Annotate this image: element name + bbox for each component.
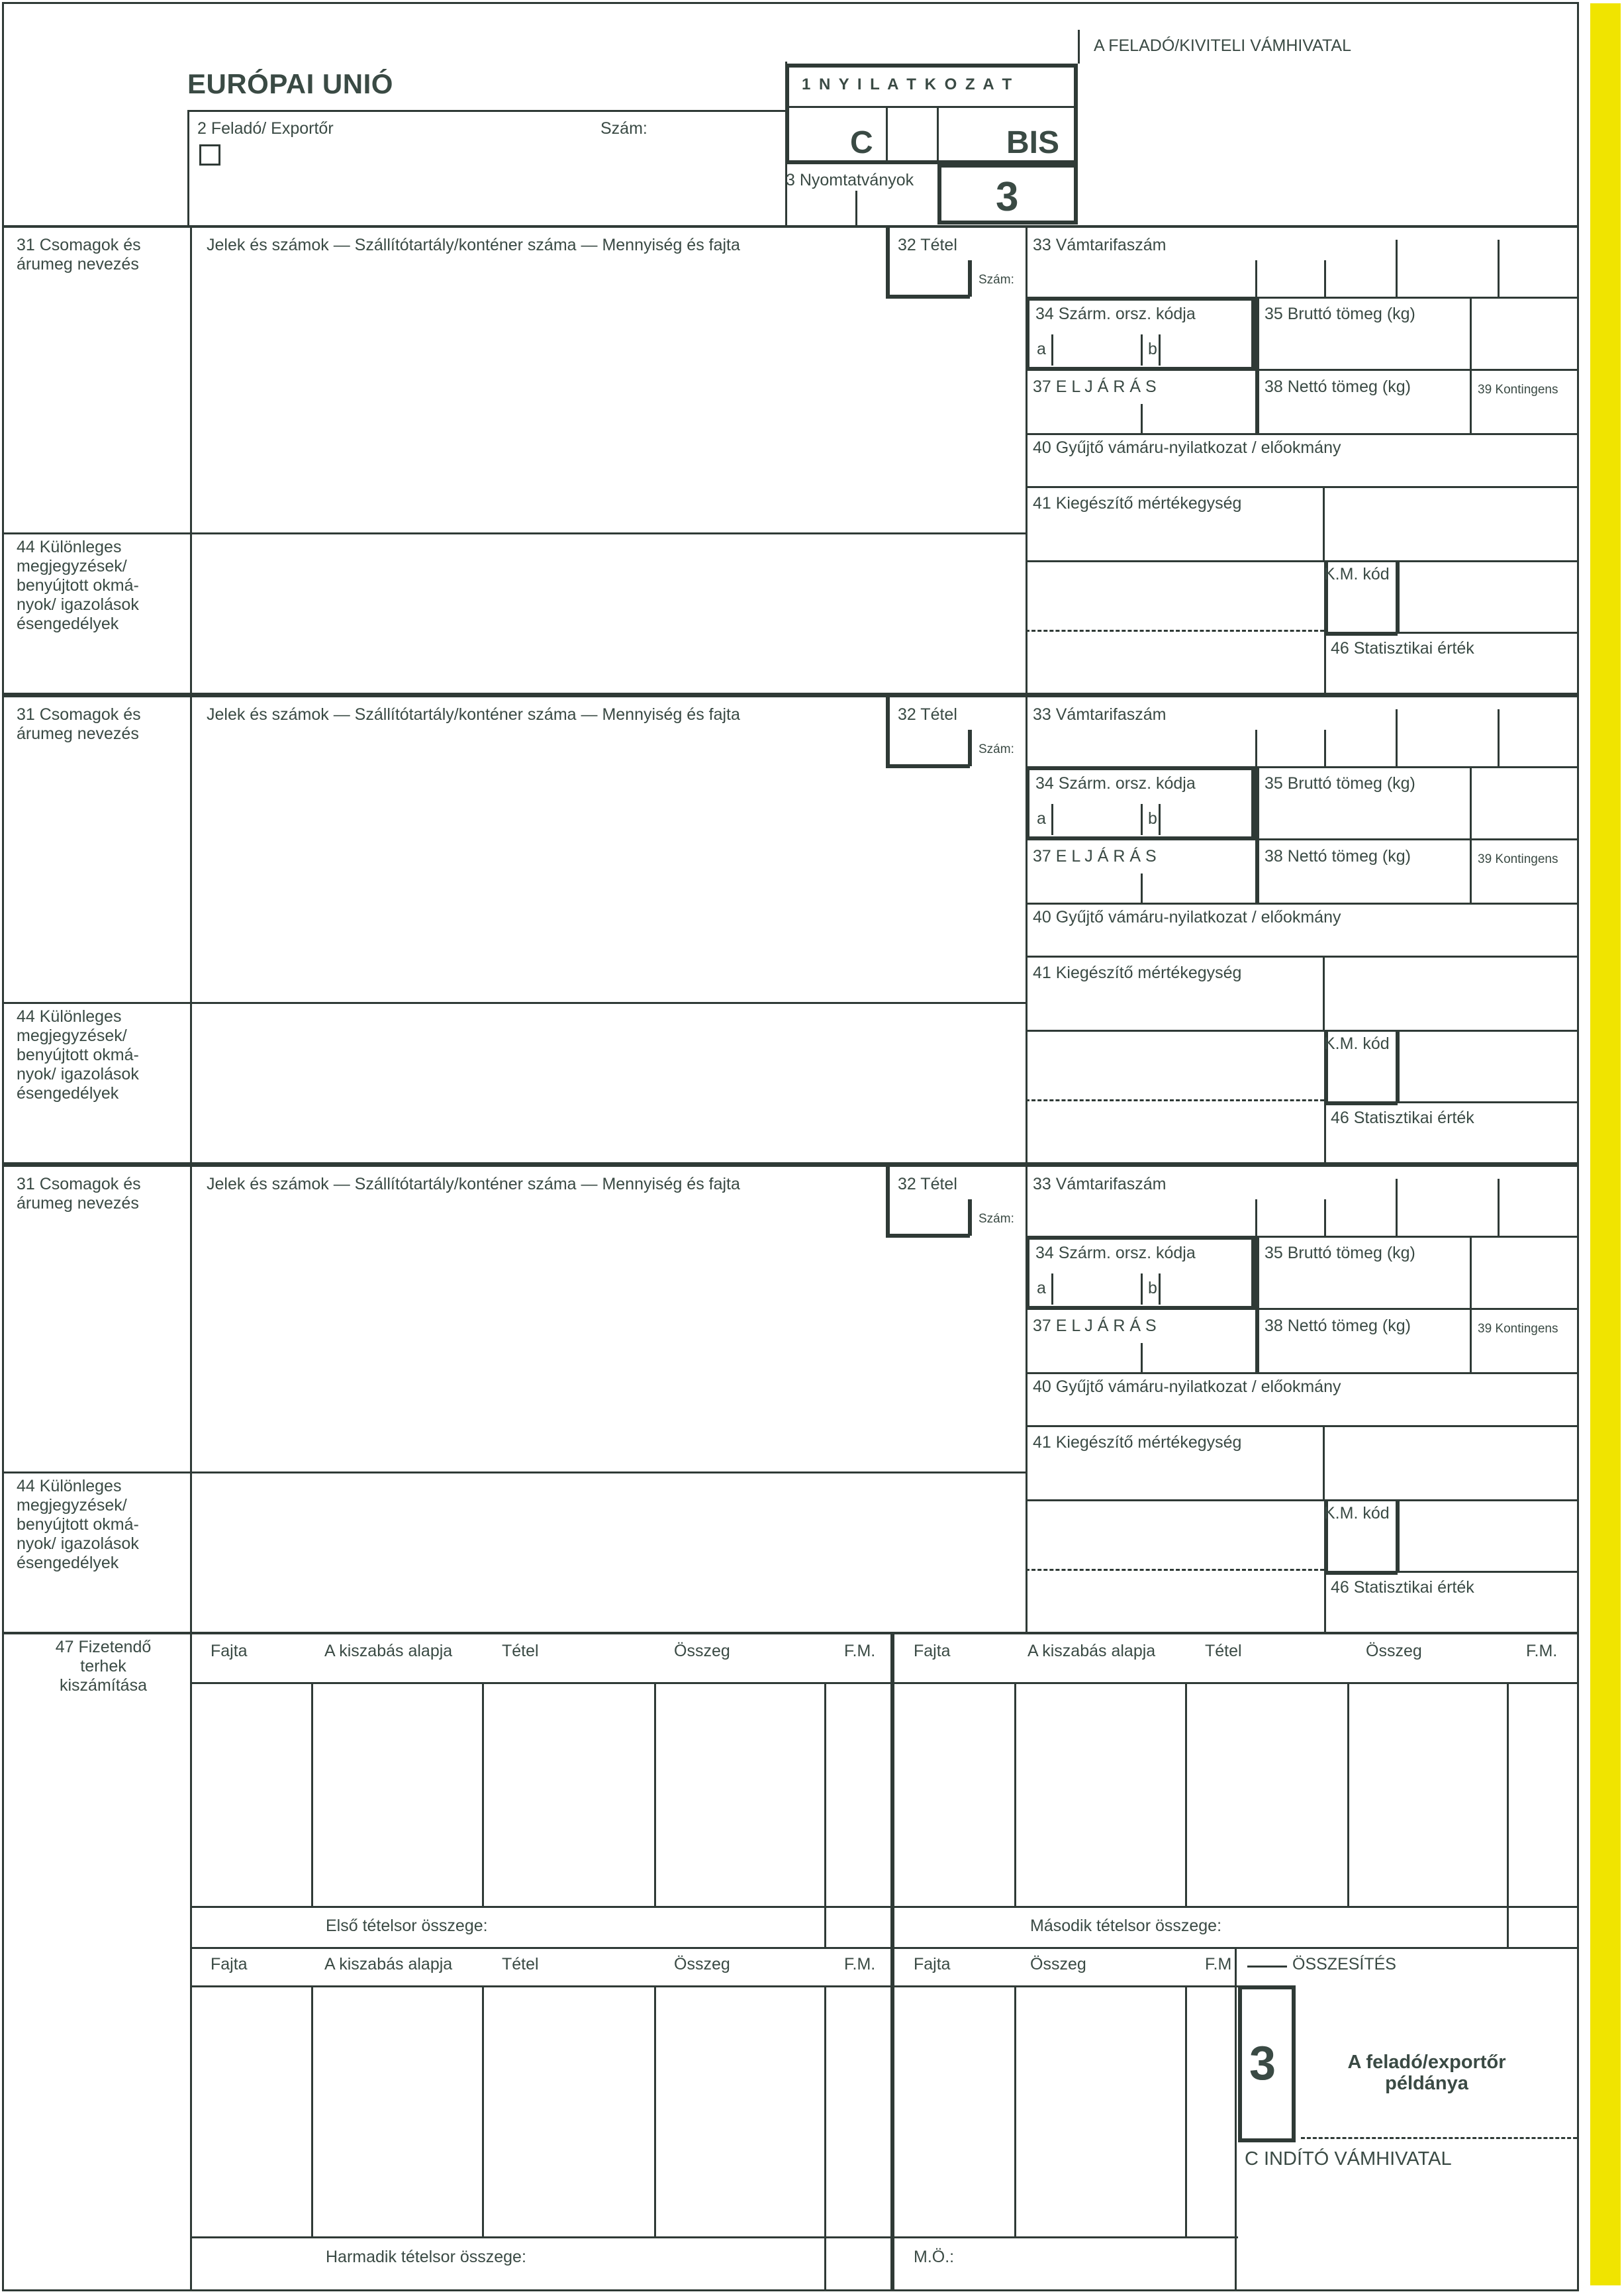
remarks-label: 44 Különleges megjegyzések/ benyújtott okmá- nyok/ igazolások ésengedélyek <box>17 538 139 633</box>
rule <box>482 1985 484 2238</box>
statistical-value-label: 46 Statisztikai érték <box>1331 1578 1474 1597</box>
marks-label: Jelek és számok — Szállítótartály/konténer száma — Mennyiség és fajta <box>207 705 740 724</box>
gross-mass-label: 35 Bruttó tömeg (kg) <box>1265 305 1415 323</box>
charges-item-1: Tétel <box>502 1642 539 1660</box>
rule <box>2 1164 1577 1167</box>
rule <box>1507 1682 1509 1908</box>
summary-declaration-label: 40 Gyűjtő vámáru-nyilatkozat / előokmány <box>1033 438 1341 457</box>
rule <box>1247 1966 1287 1968</box>
rule <box>1323 956 1325 1030</box>
rule <box>1026 1030 1577 1032</box>
copy-number-bottom: 3 <box>1249 2037 1276 2090</box>
rule <box>1255 730 1257 766</box>
dashed-rule <box>1026 1099 1027 1162</box>
rule <box>968 260 972 297</box>
charges-fm-4: F.M <box>1205 1955 1232 1973</box>
rule <box>1026 695 1027 1162</box>
remarks-label: 44 Különleges megjegyzések/ benyújtott okmá- nyok/ igazolások ésengedélyek <box>17 1007 139 1103</box>
rule <box>968 1199 972 1236</box>
rule <box>1026 1236 1255 1240</box>
rule <box>1498 1179 1500 1236</box>
rule <box>1396 709 1398 766</box>
rule <box>1185 1682 1187 1908</box>
rule <box>2 2289 1579 2291</box>
rule <box>886 1234 970 1238</box>
rule <box>1141 404 1143 435</box>
charges-amount-2: Összeg <box>1366 1642 1422 1660</box>
rule <box>1159 1273 1161 1305</box>
summary-label: ÖSSZESÍTÉS <box>1292 1955 1396 1973</box>
form-title: EURÓPAI UNIÓ <box>187 68 393 99</box>
dashed-rule <box>1026 630 1027 693</box>
km-code-label: K.M. kód <box>1324 1504 1390 1522</box>
procedure-label: 37 E L J Á R Á S <box>1033 377 1157 396</box>
rule <box>1255 1308 1577 1310</box>
charges-amount-3: Összeg <box>674 1955 730 1973</box>
rule <box>1185 1985 1187 2238</box>
rule <box>1026 225 1027 693</box>
rule <box>2 1002 190 1004</box>
rule <box>1396 560 1400 634</box>
rule <box>2 2 4 2291</box>
charges-basis-2: A kiszabás alapja <box>1027 1642 1156 1660</box>
rule <box>2 1632 1577 1634</box>
quota-label: 39 Kontingens <box>1478 852 1558 866</box>
rule <box>1396 1030 1400 1103</box>
dashed-rule <box>1026 1569 1324 1571</box>
origin-label: 34 Szárm. orsz. kódja <box>1035 1244 1196 1262</box>
rule <box>1324 1571 1326 1632</box>
rule <box>1026 1306 1255 1310</box>
rule <box>1026 297 1029 369</box>
rule <box>1347 1682 1349 1908</box>
rule <box>1324 1571 1398 1575</box>
rule <box>654 1682 656 1908</box>
rule <box>1074 64 1078 162</box>
rule <box>1026 1236 1029 1308</box>
rule <box>1026 1499 1577 1501</box>
declaration-bis: BIS <box>1006 125 1060 160</box>
charges-basis-3: A kiszabás alapja <box>324 1955 453 1973</box>
rule <box>1255 260 1257 297</box>
origin-a-label: a <box>1037 809 1046 828</box>
origin-a-label: a <box>1037 1279 1046 1297</box>
rule <box>1074 164 1078 224</box>
rule <box>1324 1101 1326 1162</box>
rule <box>1026 903 1577 905</box>
quota-label: 39 Kontingens <box>1478 383 1558 397</box>
rule <box>1026 1372 1577 1374</box>
rule <box>1507 1906 1509 1947</box>
rule <box>1470 297 1472 435</box>
first-total-label: Első tételsor összege: <box>326 1917 488 1935</box>
rule <box>1238 2138 1296 2142</box>
statistical-value-label: 46 Statisztikai érték <box>1331 1109 1474 1127</box>
charges-type-4: Fajta <box>914 1955 951 1973</box>
rule <box>1026 766 1255 770</box>
rule <box>1396 1499 1400 1573</box>
rule <box>1323 1425 1325 1499</box>
rule <box>2 2 1579 4</box>
rule <box>1026 433 1577 435</box>
rule <box>785 106 1078 108</box>
tariff-label: 33 Vámtarifaszám <box>1033 705 1167 724</box>
rule <box>886 695 890 766</box>
packages-label: 31 Csomagok és árumeg nevezés <box>17 705 141 743</box>
rule <box>890 1632 894 2289</box>
rule <box>190 695 192 1162</box>
rule <box>1577 2 1579 2291</box>
mo-label: M.Ö.: <box>914 2248 955 2266</box>
statistical-value-label: 46 Statisztikai érték <box>1331 639 1474 658</box>
rule <box>1014 1682 1016 1908</box>
rule <box>1235 1947 1237 2289</box>
rule <box>886 225 890 297</box>
rule <box>886 764 970 768</box>
rule <box>1292 1985 1296 2140</box>
rule <box>937 106 939 162</box>
dashed-rule <box>1026 630 1324 632</box>
rule <box>1078 30 1080 64</box>
rule <box>1255 1236 1259 1374</box>
rule <box>1396 632 1577 634</box>
rule <box>190 1985 1238 1987</box>
gross-mass-label: 35 Bruttó tömeg (kg) <box>1265 1244 1415 1262</box>
rule <box>1323 486 1325 560</box>
rule <box>190 1002 1026 1004</box>
summary-declaration-label: 40 Gyűjtő vámáru-nyilatkozat / előokmány <box>1033 908 1341 926</box>
sender-checkbox[interactable] <box>199 144 220 166</box>
rule <box>1141 873 1143 905</box>
origin-b-label: b <box>1148 1279 1157 1297</box>
third-total-label: Harmadik tételsor összege: <box>326 2248 526 2266</box>
charges-amount-4: Összeg <box>1030 1955 1086 1973</box>
rule <box>654 1985 656 2238</box>
charges-amount-1: Összeg <box>674 1642 730 1660</box>
rule <box>1141 1273 1143 1305</box>
rule <box>824 2236 826 2289</box>
rule <box>1255 369 1577 371</box>
rule <box>190 1682 1577 1684</box>
marks-label: Jelek és számok — Szállítótartály/konténer száma — Mennyiség és fajta <box>207 236 740 254</box>
rule <box>1324 730 1326 766</box>
rule <box>482 1682 484 1908</box>
charges-type-3: Fajta <box>211 1955 248 1973</box>
rule <box>1498 709 1500 766</box>
rule <box>1026 486 1577 488</box>
charges-item-2: Tétel <box>1205 1642 1242 1660</box>
km-code-label: K.M. kód <box>1324 565 1390 583</box>
rule <box>1470 1236 1472 1374</box>
rule <box>785 64 1078 68</box>
yellow-edge-strip <box>1590 3 1621 2285</box>
dashed-rule <box>1026 1099 1324 1101</box>
rule <box>190 1471 1026 1473</box>
rule <box>1470 766 1472 905</box>
rule <box>2 1471 190 1473</box>
rule <box>886 295 970 299</box>
charges-label: 47 Fizetendő terhek kiszámítása <box>55 1638 152 1695</box>
rule <box>190 225 192 693</box>
marks-label: Jelek és számok — Szállítótartály/konténer száma — Mennyiség és fajta <box>207 1175 740 1193</box>
origin-b-label: b <box>1148 809 1157 828</box>
rule <box>1026 367 1255 371</box>
rule <box>824 1682 826 1908</box>
rule <box>1026 836 1255 840</box>
origin-label: 34 Szárm. orsz. kódja <box>1035 305 1196 323</box>
rule <box>937 164 1078 168</box>
declaration-label: 1 N Y I L A T K O Z A T <box>802 75 1014 93</box>
procedure-label: 37 E L J Á R Á S <box>1033 847 1157 866</box>
dashed-rule <box>1301 2137 1577 2139</box>
rule <box>1396 1179 1398 1236</box>
charges-type-1: Fajta <box>211 1642 248 1660</box>
rule <box>1255 838 1577 840</box>
rule <box>968 730 972 766</box>
rule <box>1396 1101 1577 1103</box>
tariff-label: 33 Vámtarifaszám <box>1033 236 1167 254</box>
rule <box>1141 334 1143 366</box>
summary-declaration-label: 40 Gyűjtő vámáru-nyilatkozat / előokmány <box>1033 1377 1341 1396</box>
net-mass-label: 38 Nettó tömeg (kg) <box>1265 377 1411 396</box>
rule <box>785 64 789 162</box>
declaration-c: C <box>850 125 873 160</box>
second-total-label: Második tételsor összege: <box>1030 1917 1222 1935</box>
charges-fm-2: F.M. <box>1526 1642 1558 1660</box>
rule <box>2 695 1577 697</box>
rule <box>1498 240 1500 297</box>
packages-label: 31 Csomagok és árumeg nevezés <box>17 236 141 274</box>
sending-office-label: A FELADÓ/KIVITELI VÁMHIVATAL <box>1094 36 1352 55</box>
rule <box>190 1906 1577 1908</box>
rule <box>1051 1273 1053 1305</box>
rule <box>1396 1571 1577 1573</box>
rule <box>1238 1985 1242 2140</box>
rule <box>1026 560 1577 562</box>
rule <box>1051 334 1053 366</box>
rule <box>886 106 888 162</box>
rule <box>1026 956 1577 958</box>
supplementary-units-label: 41 Kiegészítő mértékegység <box>1033 964 1242 982</box>
copy-number-top: 3 <box>996 174 1019 220</box>
remarks-label: 44 Különleges megjegyzések/ benyújtott okmá- nyok/ igazolások ésengedélyek <box>17 1477 139 1572</box>
rule <box>2 225 1577 228</box>
rule <box>1324 1101 1398 1105</box>
rule <box>1396 240 1398 297</box>
rule <box>824 1985 826 2238</box>
rule <box>1141 1343 1143 1374</box>
rule <box>190 2236 1238 2238</box>
rule <box>1141 804 1143 835</box>
rule <box>855 191 857 226</box>
rule <box>190 1164 192 1632</box>
rule <box>190 1947 1577 1949</box>
charges-fm-1: F.M. <box>844 1642 876 1660</box>
rule <box>1255 297 1259 435</box>
rule <box>1324 260 1326 297</box>
charges-type-2: Fajta <box>914 1642 951 1660</box>
item-label: 32 Tétel <box>898 1175 957 1193</box>
rule <box>1159 334 1161 366</box>
rule <box>886 1164 890 1236</box>
item-number-label: Szám: <box>979 1212 1014 1226</box>
origin-a-label: a <box>1037 340 1046 358</box>
sender-number-label: Szám: <box>600 119 647 138</box>
tariff-label: 33 Vámtarifaszám <box>1033 1175 1167 1193</box>
rule <box>2 532 190 534</box>
rule <box>1324 632 1398 636</box>
rule <box>1026 1164 1027 1632</box>
rule <box>1051 804 1053 835</box>
procedure-label: 37 E L J Á R Á S <box>1033 1317 1157 1335</box>
copy-title: A feladó/exportőr példánya <box>1347 2052 1506 2094</box>
rule <box>190 1632 192 2289</box>
item-number-label: Szám: <box>979 273 1014 287</box>
rule <box>824 1906 826 1947</box>
rule <box>1324 1199 1326 1236</box>
supplementary-units-label: 41 Kiegészítő mértékegység <box>1033 1433 1242 1452</box>
forms-label: 3 Nyomtatványok <box>786 171 914 189</box>
rule <box>1324 632 1326 693</box>
charges-item-3: Tétel <box>502 1955 539 1973</box>
departure-office-label: C INDÍTÓ VÁMHIVATAL <box>1245 2148 1452 2169</box>
rule <box>1159 804 1161 835</box>
rule <box>1026 766 1029 838</box>
km-code-label: K.M. kód <box>1324 1034 1390 1053</box>
item-label: 32 Tétel <box>898 705 957 724</box>
packages-label: 31 Csomagok és árumeg nevezés <box>17 1175 141 1213</box>
rule <box>187 110 785 112</box>
net-mass-label: 38 Nettó tömeg (kg) <box>1265 847 1411 866</box>
item-label: 32 Tétel <box>898 236 957 254</box>
origin-label: 34 Szárm. orsz. kódja <box>1035 774 1196 793</box>
sender-label: 2 Feladó/ Exportőr <box>197 119 334 138</box>
rule <box>311 1985 313 2238</box>
rule <box>937 221 1078 224</box>
gross-mass-label: 35 Bruttó tömeg (kg) <box>1265 774 1415 793</box>
rule <box>1238 1985 1296 1989</box>
item-number-label: Szám: <box>979 742 1014 756</box>
rule <box>187 110 189 226</box>
rule <box>311 1682 313 1908</box>
rule <box>190 532 1026 534</box>
charges-fm-3: F.M. <box>844 1955 876 1973</box>
rule <box>1014 1985 1016 2238</box>
quota-label: 39 Kontingens <box>1478 1322 1558 1336</box>
supplementary-units-label: 41 Kiegészítő mértékegység <box>1033 494 1242 513</box>
rule <box>1026 1425 1577 1427</box>
charges-basis-1: A kiszabás alapja <box>324 1642 453 1660</box>
rule <box>1026 297 1255 301</box>
net-mass-label: 38 Nettó tömeg (kg) <box>1265 1317 1411 1335</box>
rule <box>1255 1199 1257 1236</box>
rule <box>1255 766 1259 905</box>
rule <box>937 164 941 224</box>
dashed-rule <box>1026 1569 1027 1632</box>
origin-b-label: b <box>1148 340 1157 358</box>
